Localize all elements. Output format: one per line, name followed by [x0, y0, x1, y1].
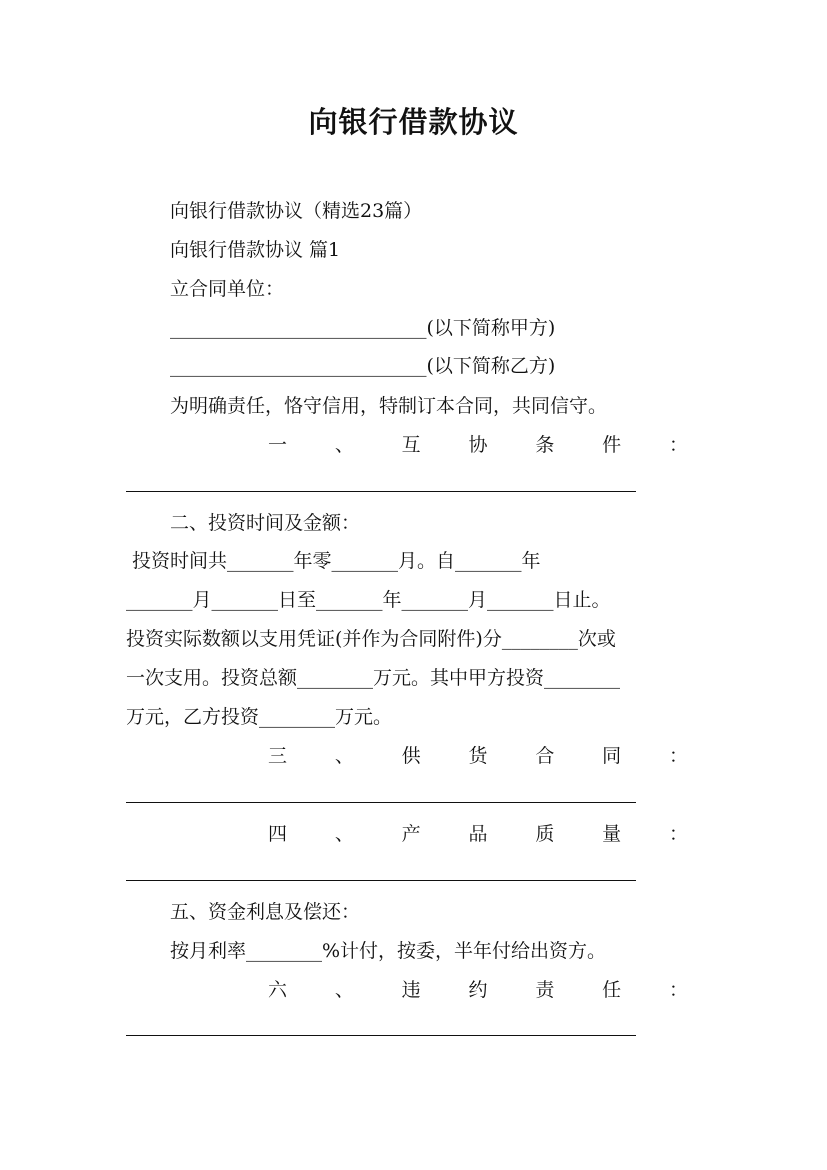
clause-1-char: 一 — [268, 434, 288, 456]
blank-fill-rule — [126, 1035, 636, 1036]
clause-4-char: ： — [668, 823, 688, 845]
contract-parties-label: 立合同单位： — [170, 278, 285, 300]
clause-3-heading — [268, 742, 688, 770]
clause-6-char: 约 — [468, 979, 488, 1001]
clause-3-char: 供 — [401, 745, 421, 767]
blank-fill-rule — [126, 880, 636, 881]
clause-3-char: ： — [668, 745, 688, 767]
clause-6-heading — [268, 976, 688, 1004]
clause-6-char: 、 — [334, 979, 354, 1001]
clause-2-text: 投资实际数额以支用凭证(并作为合同附件)分________次或 — [126, 628, 616, 650]
clause-2-text: _______月_______日至_______年_______月_______日止。 — [126, 589, 611, 611]
section-heading: 向银行借款协议 篇1 — [170, 239, 341, 261]
clause-6-char: 六 — [268, 979, 288, 1001]
clause-6-char: 责 — [535, 979, 555, 1001]
preamble-line: 为明确责任，恪守信用，特制订本合同，共同信守。 — [170, 395, 608, 417]
clause-6-char: ： — [668, 979, 688, 1001]
clause-5-text: 按月利率________%计付，按委，半年付给出资方。 — [170, 940, 607, 962]
clause-6-char: 违 — [401, 979, 421, 1001]
clause-1-heading — [268, 431, 688, 459]
clause-3-char: 同 — [602, 745, 622, 767]
clause-4-char: 、 — [334, 823, 354, 845]
clause-4-char: 品 — [468, 823, 488, 845]
clause-2-text: 万元，乙方投资________万元。 — [126, 706, 393, 728]
clause-1-char: 、 — [334, 434, 354, 456]
clause-2-text: 一次支用。投资总额________万元。其中甲方投资________ — [126, 667, 621, 689]
clause-4-char: 产 — [401, 823, 421, 845]
blank-fill-rule — [126, 802, 636, 803]
clause-1-char: 条 — [535, 434, 555, 456]
clause-4-heading — [268, 820, 688, 848]
blank-fill-rule — [126, 491, 636, 492]
clause-3-char: 三 — [268, 745, 288, 767]
clause-3-char: 货 — [468, 745, 488, 767]
clause-4-char: 质 — [535, 823, 555, 845]
clause-1-char: 协 — [468, 434, 488, 456]
clause-3-char: 合 — [535, 745, 555, 767]
clause-2-heading: 二、投资时间及金额： — [170, 512, 361, 534]
clause-1-char: ： — [668, 434, 688, 456]
clause-5-heading: 五、资金利息及偿还： — [170, 901, 361, 923]
subtitle-line: 向银行借款协议（精选23篇） — [170, 200, 423, 222]
clause-6-char: 任 — [602, 979, 622, 1001]
clause-1-char: 件 — [602, 434, 622, 456]
clause-4-char: 四 — [268, 823, 288, 845]
clause-2-text: 投资时间共_______年零_______月。自_______年 — [126, 550, 541, 572]
document-title: 向银行借款协议 — [308, 105, 519, 139]
clause-4-char: 量 — [602, 823, 622, 845]
party-a-line: ___________________________(以下简称甲方) — [170, 317, 556, 339]
clause-3-char: 、 — [334, 745, 354, 767]
clause-1-char: 互 — [401, 434, 421, 456]
party-b-line: ___________________________(以下简称乙方) — [170, 355, 556, 377]
